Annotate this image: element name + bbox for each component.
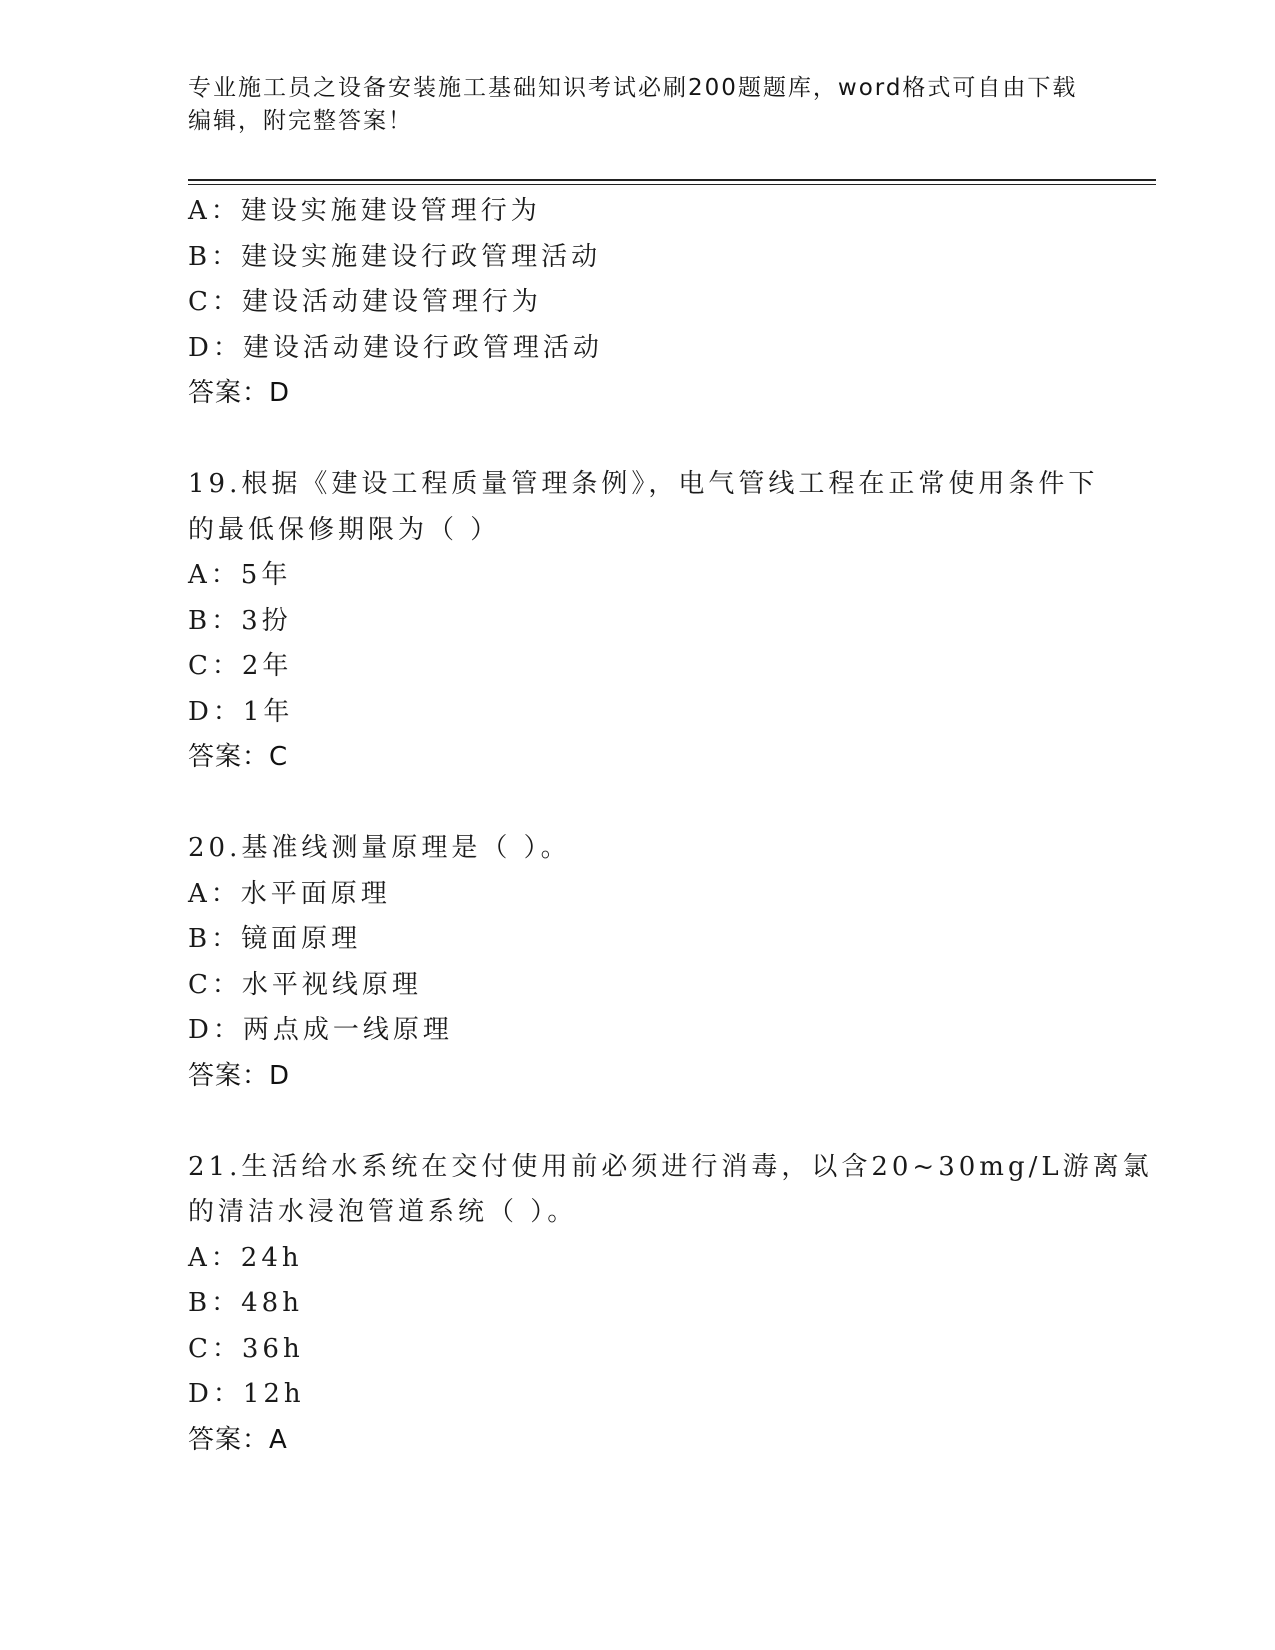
option-a: A：24h <box>188 1242 303 1273</box>
question-20 <box>188 826 1088 1099</box>
option-b: B：镜面原理 <box>188 924 362 954</box>
header-line-1: 专业施工员之设备安装施工基础知识考试必刷200题题库，word格式可自由下载 <box>188 75 1078 101</box>
answer-line: 答案：D <box>188 378 291 408</box>
option-d: D：两点成一线原理 <box>188 1015 453 1045</box>
option-c: C：36h <box>188 1333 304 1364</box>
option-a: A：水平面原理 <box>188 878 391 909</box>
option-d: D：建设活动建设行政管理活动 <box>188 332 603 363</box>
option-b: B：3扮 <box>188 605 292 636</box>
option-a: A：5年 <box>188 560 292 590</box>
answer-line: 答案：D <box>188 1060 291 1091</box>
header-rule-thin <box>188 184 1156 185</box>
option-a: A：建设实施建设管理行为 <box>188 196 541 226</box>
header-line-2: 编辑，附完整答案！ <box>188 108 413 134</box>
question-stem: 20.基准线测量原理是（ ）。 <box>188 833 571 863</box>
answer-line: 答案：A <box>188 1424 288 1455</box>
question-19 <box>188 462 1099 781</box>
question-stem: 21.生活给水系统在交付使用前必须进行消毒，以含20~30mg/L游离氯 <box>188 1151 1153 1182</box>
option-b: B：建设实施建设行政管理活动 <box>188 241 602 272</box>
option-c: C：建设活动建设管理行为 <box>188 287 542 317</box>
spacer <box>188 781 1088 827</box>
option-c: C：2年 <box>188 651 293 681</box>
spacer <box>188 1099 1088 1145</box>
document-header <box>188 72 1088 138</box>
option-b: B：48h <box>188 1288 303 1318</box>
answer-line: 答案：C <box>188 742 289 772</box>
option-c: C：水平视线原理 <box>188 969 422 1000</box>
question-stem-continued: 的清洁水浸泡管道系统（ ）。 <box>188 1197 578 1227</box>
question-list <box>188 189 1153 1463</box>
option-d: D：1年 <box>188 696 294 727</box>
question-stem: 19.根据《建设工程质量管理条例》，电气管线工程在正常使用条件下 <box>188 469 1099 499</box>
question-18 <box>188 189 1088 417</box>
spacer <box>188 417 1088 463</box>
option-d: D：12h <box>188 1379 305 1409</box>
question-21 <box>188 1145 1153 1464</box>
header-rule-thick <box>188 179 1156 181</box>
question-stem-continued: 的最低保修期限为（ ） <box>188 514 501 545</box>
